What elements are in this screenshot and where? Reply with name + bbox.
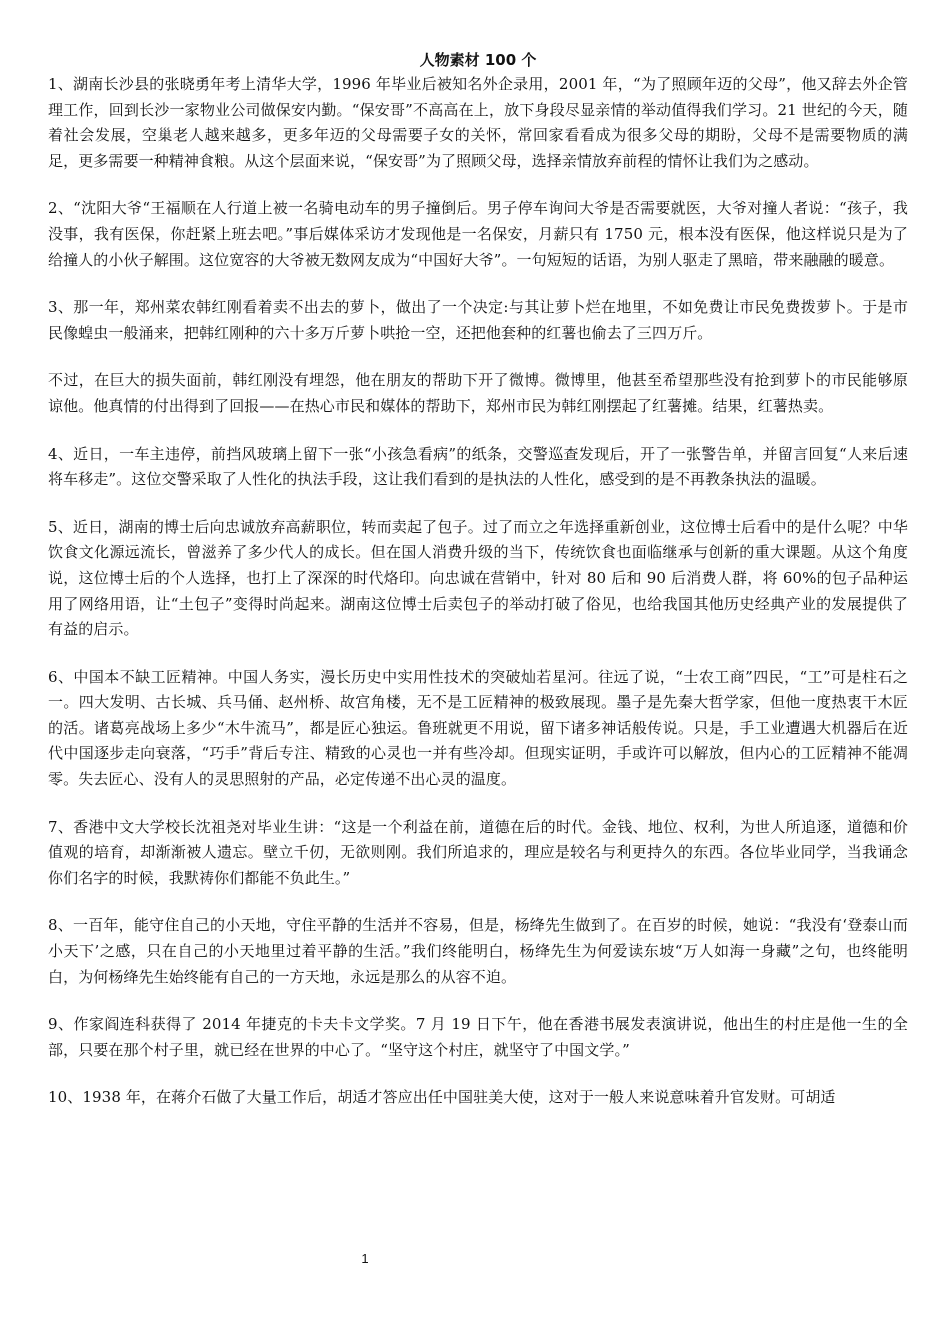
paragraph-3: 3、那一年，郑州菜农韩红刚看着卖不出去的萝卜，做出了一个决定:与其让萝卜烂在地里，不如免费让市民免费拨萝卜。于是市民像蝗虫一般涌来，把韩红刚种的六十多万斤萝卜哄抢一空，还把他套种的红薯也偷去了三四万斤。 <box>48 298 908 342</box>
paragraph-8: 8、一百年，能守住自己的小天地，守住平静的生活并不容易，但是，杨绛先生做到了。在百岁的时候，她说：“我没有‘登泰山而小天下’之感，只在自己的小天地里过着平静的生活。”我们终能明白，杨绛先生为何爱读东坡“万人如海一身藏”之句，也终能明白，为何杨绛先生始终能有自己的一方天地，永远是那么的从容不迫。 <box>48 916 908 986</box>
paragraph-5: 5、近日，湖南的博士后向忠诚放弃高薪职位，转而卖起了包子。过了而立之年选择重新创业，这位博士后看中的是什么呢？中华饮食文化源远流长，曾滋养了多少代人的成长。但在国人消费升级的当下，传统饮食也面临继承与创新的重大课题。从这个角度说，这位博士后的个人选择，也打上了深深的时代烙印。向忠诚在营销中，针对 80 后和 90 后消费人群，将 60%的包子品种运用了网络用语，让“土包子”变得时尚起来。湖南这位博士后卖包子的举动打破了俗见，也给我国其他历史经典产业的发展提供了有益的启示。 <box>48 517 908 639</box>
paragraph-4: 4、近日，一车主违停，前挡风玻璃上留下一张“小孩急看病”的纸条，交警巡查发现后，开了一张警告单，并留言回复“人来后速将车移走”。这位交警采取了人性化的执法手段，这让我们看到的是执法的人性化，感受到的是不再教条执法的温暖。 <box>48 444 908 489</box>
paragraph-1: 1、湖南长沙县的张晓勇年考上清华大学，1996 年毕业后被知名外企录用，2001 年，“为了照顾年迈的父母”，他又辞去外企管理工作，回到长沙一家物业公司做保安内勤。“保安哥”不高高在上，放下身段尽显亲情的举动值得我们学习。21 世纪的今天，随着社会发展，空巢老人越来越多，更多年迈的父母需要子女的关怀，常回家看看成为很多父母的期盼，父母不是需要物质的满足，更多需要一种精神食粮。从这个层面来说，“保安哥”为了照顾父母，选择亲情放弃前程的情怀让我们为之感动。 <box>48 75 909 170</box>
paragraph-10: 10、1938 年，在蒋介石做了大量工作后，胡适才答应出任中国驻美大使，这对于一般人来说意味着升官发财。可胡适 <box>48 1088 836 1107</box>
paragraph-7: 7、香港中文大学校长沈祖尧对毕业生讲：“这是一个利益在前，道德在后的时代。金钱、地位、权利，为世人所追逐，道德和价值观的培育，却渐渐被人遗忘。壁立千仞，无欲则刚。我们所追求的，理应是较名与利更持久的东西。各位毕业同学，当我诵念你们名字的时候，我默祷你们都能不负此生。” <box>48 817 908 887</box>
page-number: 1 <box>361 1251 369 1266</box>
paragraph-9: 9、作家阎连科获得了 2014 年捷克的卡夫卡文学奖。7 月 19 日下午，他在香港书展发表演讲说，他出生的村庄是他一生的全部，只要在那个村子里，就已经在世界的中心了。“坚守这个村庄，就坚守了中国文学。” <box>48 1015 908 1059</box>
paragraph-2: 2、“沈阳大爷“王福顺在人行道上被一名骑电动车的男子撞倒后。男子停车询问大爷是否需要就医，大爷对撞人者说：“孩子，我没事，我有医保，你赶紧上班去吧。”事后媒体采访才发现他是一名保安，月薪只有 1750 元，根本没有医保，他这样说只是为了给撞人的小伙子解围。这位宽容的大爷被无数网友成为“中国好大爷”。一句短短的话语，为别人驱走了黑暗，带来融融的暖意。 <box>48 199 908 269</box>
document-page <box>48 48 908 1133</box>
document-title: 人物素材 100 个 <box>419 51 537 69</box>
paragraph-3-continued: 不过，在巨大的损失面前，韩红刚没有埋怨，他在朋友的帮助下开了微博。微博里，他甚至希望那些没有抢到萝卜的市民能够原谅他。他真情的付出得到了回报——在热心市民和媒体的帮助下，郑州市民为韩红刚摆起了红薯摊。结果，红薯热卖。 <box>48 371 908 415</box>
paragraph-6: 6、中国本不缺工匠精神。中国人务实，漫长历史中实用性技术的突破灿若星河。往远了说，“士农工商”四民，“工”可是柱石之一。四大发明、古长城、兵马俑、赵州桥、故宫角楼，无不是工匠精神的极致展现。墨子是先秦大哲学家，但他一度热衷干木匠的活。诸葛亮战场上多少“木牛流马”，都是匠心独运。鲁班就更不用说，留下诸多神话般传说。只是，手工业遭遇大机器后在近代中国逐步走向衰落，“巧手”背后专注、精致的心灵也一并有些冷却。但现实证明，手或许可以解放，但内心的工匠精神不能凋零。失去匠心、没有人的灵思照射的产品，必定传递不出心灵的温度。 <box>48 667 908 789</box>
